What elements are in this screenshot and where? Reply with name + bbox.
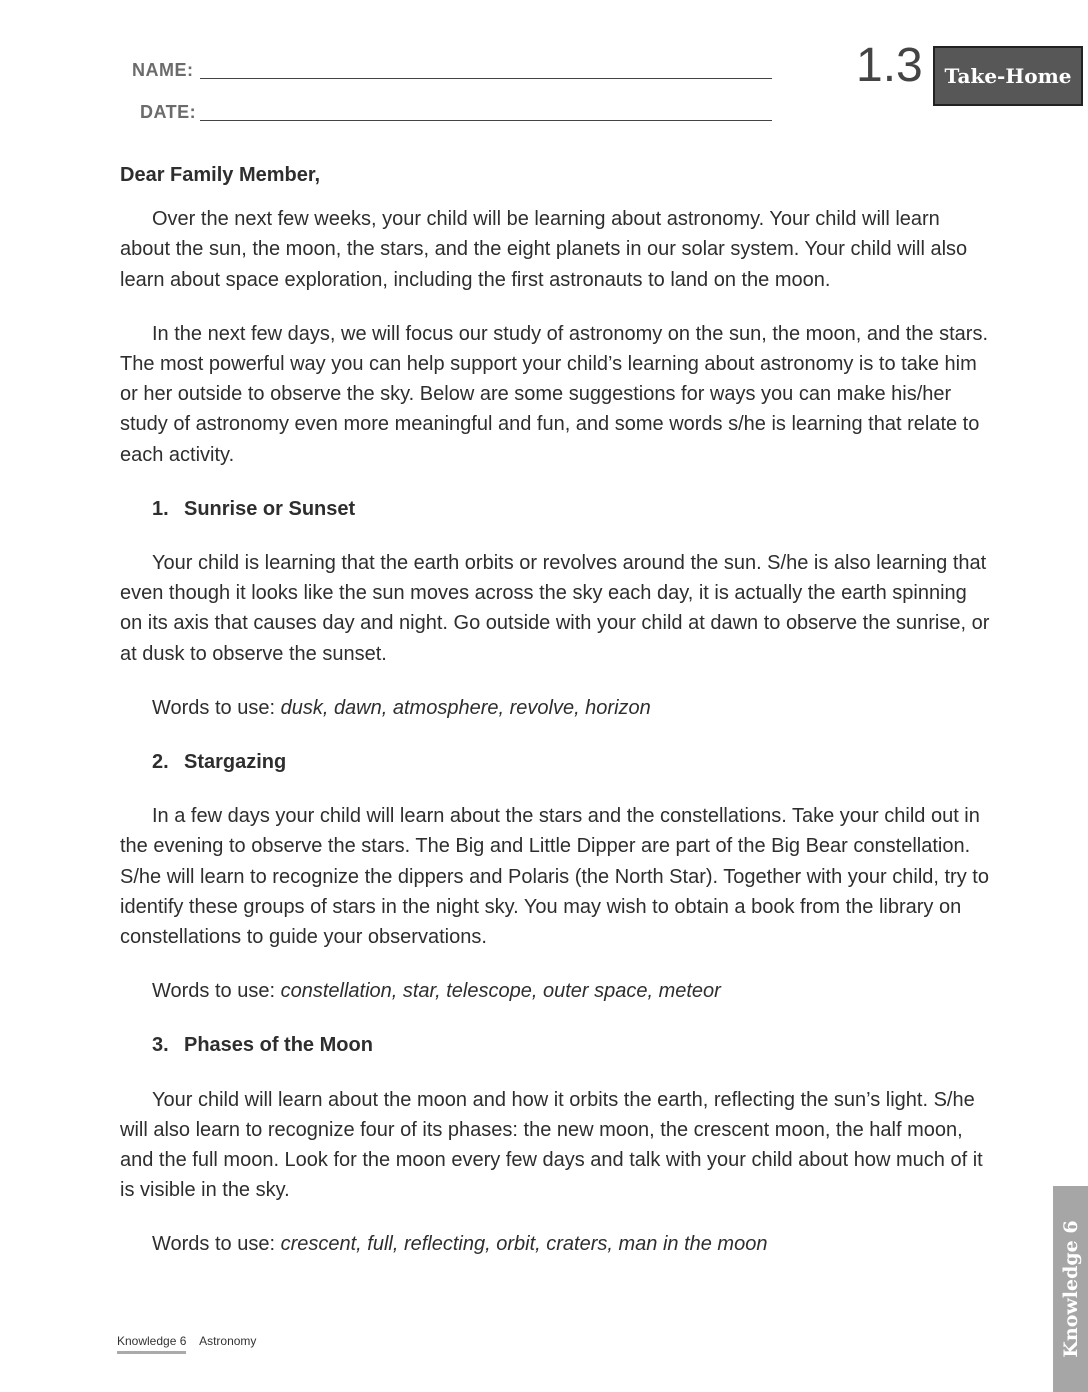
intro-paragraph-2: In the next few days, we will focus our study of astronomy on the sun, the moon, and the stars. The most powerful way you can help support your child’s learning about astronomy is to take him or her outside to observe the sky. Below are some suggestions for ways you can make his/her study of astronomy even more meaningful and fun, and some words s/he is learning that relate to each activity. <box>120 322 988 466</box>
words-to-use-sunrise <box>152 693 990 723</box>
words-label: Words to use: <box>152 980 281 1003</box>
section-title: Phases of the Moon <box>184 1034 373 1057</box>
unit-number: 1.3 <box>856 39 923 92</box>
section-body-sunrise: Your child is learning that the earth orbits or revolves around the sun. S/he is also learning that even though it looks like the sun moves across the sky each day, it is actually the earth spinning on its axis that causes day and night. Go outside with your child at dawn to observe the sunrise, or at dusk to observe the sunset. <box>120 552 990 665</box>
section-heading-stargazing <box>152 747 990 777</box>
section-heading-moon-phases <box>152 1030 990 1060</box>
words-label: Words to use: <box>152 1233 281 1256</box>
section-number: 2. <box>152 751 169 774</box>
intro-paragraph-1: Over the next few weeks, your child will be learning about astronomy. Your child will learn about the sun, the moon, the stars, and the eight planets in our solar system. Your child will also learn about space exploration, including the first astronauts to land on the moon. <box>120 208 968 291</box>
words-to-use-moon-phases <box>152 1229 990 1259</box>
side-tab <box>1053 1186 1088 1392</box>
vocabulary-list: crescent, full, reflecting, orbit, craters, man in the moon <box>280 1233 768 1256</box>
name-field[interactable] <box>200 78 772 79</box>
words-to-use-stargazing <box>152 976 990 1006</box>
name-label: NAME: <box>132 60 194 80</box>
section-number: 1. <box>152 497 169 520</box>
section-body-moon-phases: Your child will learn about the moon and how it orbits the earth, reflecting the sun’s light. S/he will also learn to recognize four of its phases: the new moon, the crescent moon, the half moon, and the full moon. Look for the moon every few days and talk with your child about how much of it is visible in the sky. <box>120 1088 983 1202</box>
side-tab-label: Knowledge 6 <box>1059 1220 1082 1358</box>
take-home-tag: Take-Home <box>933 46 1083 106</box>
footer-topic: Astronomy <box>199 1334 257 1348</box>
words-label: Words to use: <box>152 696 281 719</box>
section-title: Stargazing <box>184 751 287 774</box>
date-field[interactable] <box>200 120 772 121</box>
greeting: Dear Family Member, <box>120 164 321 186</box>
vocabulary-list: dusk, dawn, atmosphere, revolve, horizon <box>280 696 651 719</box>
section-number: 3. <box>152 1034 169 1057</box>
letter-body <box>120 160 990 1284</box>
vocabulary-list: constellation, star, telescope, outer space, meteor <box>280 980 721 1003</box>
section-body-stargazing: In a few days your child will learn about the stars and the constellations. Take your child out in the evening to observe the stars. The Big and Little Dipper are part of the Big Bear constellation. S/he will learn to recognize the dippers and Polaris (the North Star). Together with your child, try to identify these groups of stars in the night sky. You may wish to obtain a book from the library on constellations to guide your observations. <box>120 805 989 949</box>
section-heading-sunrise <box>152 494 990 524</box>
footer-course: Knowledge 6 <box>117 1334 186 1354</box>
page-footer <box>117 1334 256 1354</box>
section-title: Sunrise or Sunset <box>184 497 356 520</box>
date-label: DATE: <box>140 102 197 122</box>
